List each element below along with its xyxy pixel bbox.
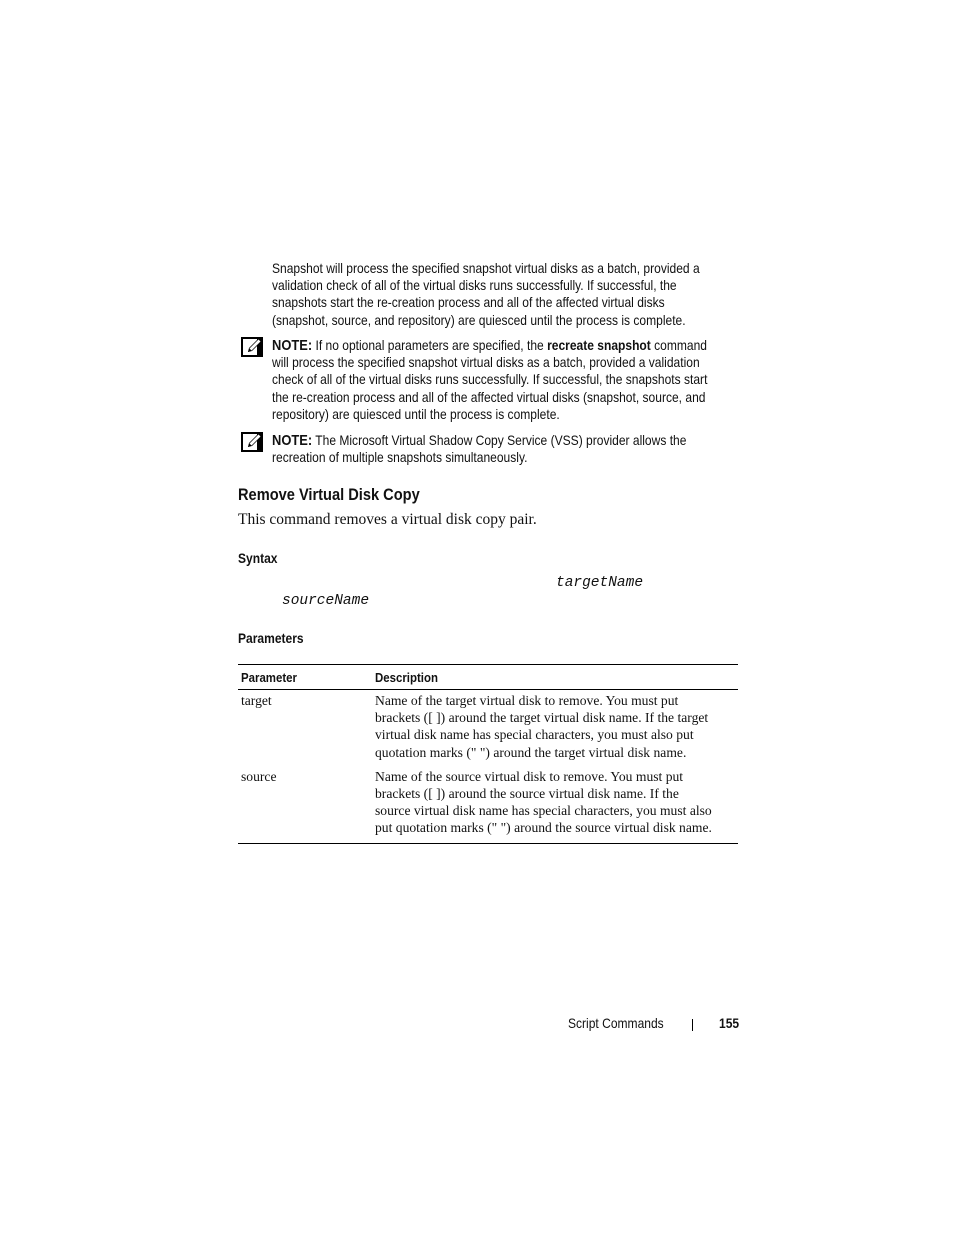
column-header: Description	[372, 665, 738, 690]
syntax-target-placeholder: targetName	[556, 575, 644, 591]
parameters-heading: Parameters	[238, 630, 304, 646]
note-1-first-line	[272, 337, 707, 354]
note-text: The Microsoft Virtual Shadow Copy Service (VSS) provider allows the	[312, 432, 687, 448]
section-description: This command removes a virtual disk copy pair.	[238, 511, 537, 528]
syntax-source-placeholder: sourceName	[282, 593, 370, 609]
command-name: recreate snapshot	[547, 337, 651, 353]
intro-line: validation check of all of the virtual disks runs successfully. If successful, the	[272, 277, 677, 294]
table-header-row	[238, 665, 738, 690]
parameter-description: Name of the source virtual disk to remove. You must put brackets ([ ]) around the source virtual disk name. If the source virtual disk name has special characters, you must also put quotation marks (" ") around the source virtual disk name.	[375, 768, 712, 836]
intro-line: snapshots start the re-creation process and all of the affected virtual disks	[272, 294, 665, 311]
table-row	[238, 767, 738, 843]
note-line: the re-creation process and all of the affected virtual disks (snapshot, source, and	[272, 388, 706, 405]
note-2-first-line	[272, 432, 686, 449]
intro-paragraph	[272, 260, 769, 329]
note-pencil-icon	[241, 337, 263, 357]
parameter-name: target	[241, 693, 272, 708]
intro-line: Snapshot will process the specified snapshot virtual disks as a batch, provided a	[272, 260, 700, 276]
section-title: Remove Virtual Disk Copy	[238, 485, 420, 504]
table-row	[238, 690, 738, 767]
footer-section-name: Script Commands	[568, 1015, 664, 1031]
parameter-description: Name of the target virtual disk to remove. You must put brackets ([ ]) around the target virtual disk name. If the target virtual disk name has special characters, you must also put quotation marks (" ") around the target virtual disk name.	[375, 693, 709, 760]
note-label: NOTE:	[272, 337, 313, 354]
note-1	[272, 337, 778, 423]
note-pencil-icon	[241, 432, 263, 452]
note-2	[272, 432, 754, 466]
column-header: Parameter	[238, 665, 372, 690]
parameters-table	[238, 664, 738, 844]
note-label: NOTE:	[272, 432, 313, 449]
note-line: will process the specified snapshot virtual disks as a batch, provided a validation	[272, 354, 700, 371]
note-text: If no optional parameters are specified, the	[312, 337, 548, 353]
page-number: 155	[719, 1015, 740, 1031]
footer-divider	[692, 1019, 693, 1031]
note-line: recreation of multiple snapshots simultaneously.	[272, 449, 528, 466]
note-text: command	[650, 337, 707, 353]
parameter-name: source	[241, 768, 277, 784]
note-line: check of all of the virtual disks runs successfully. If successful, the snapshots start	[272, 371, 708, 388]
syntax-heading: Syntax	[238, 550, 278, 566]
note-line: repository) are quiesced until the process is complete.	[272, 405, 560, 422]
intro-line: (snapshot, source, and repository) are quiesced until the process is complete.	[272, 311, 686, 328]
